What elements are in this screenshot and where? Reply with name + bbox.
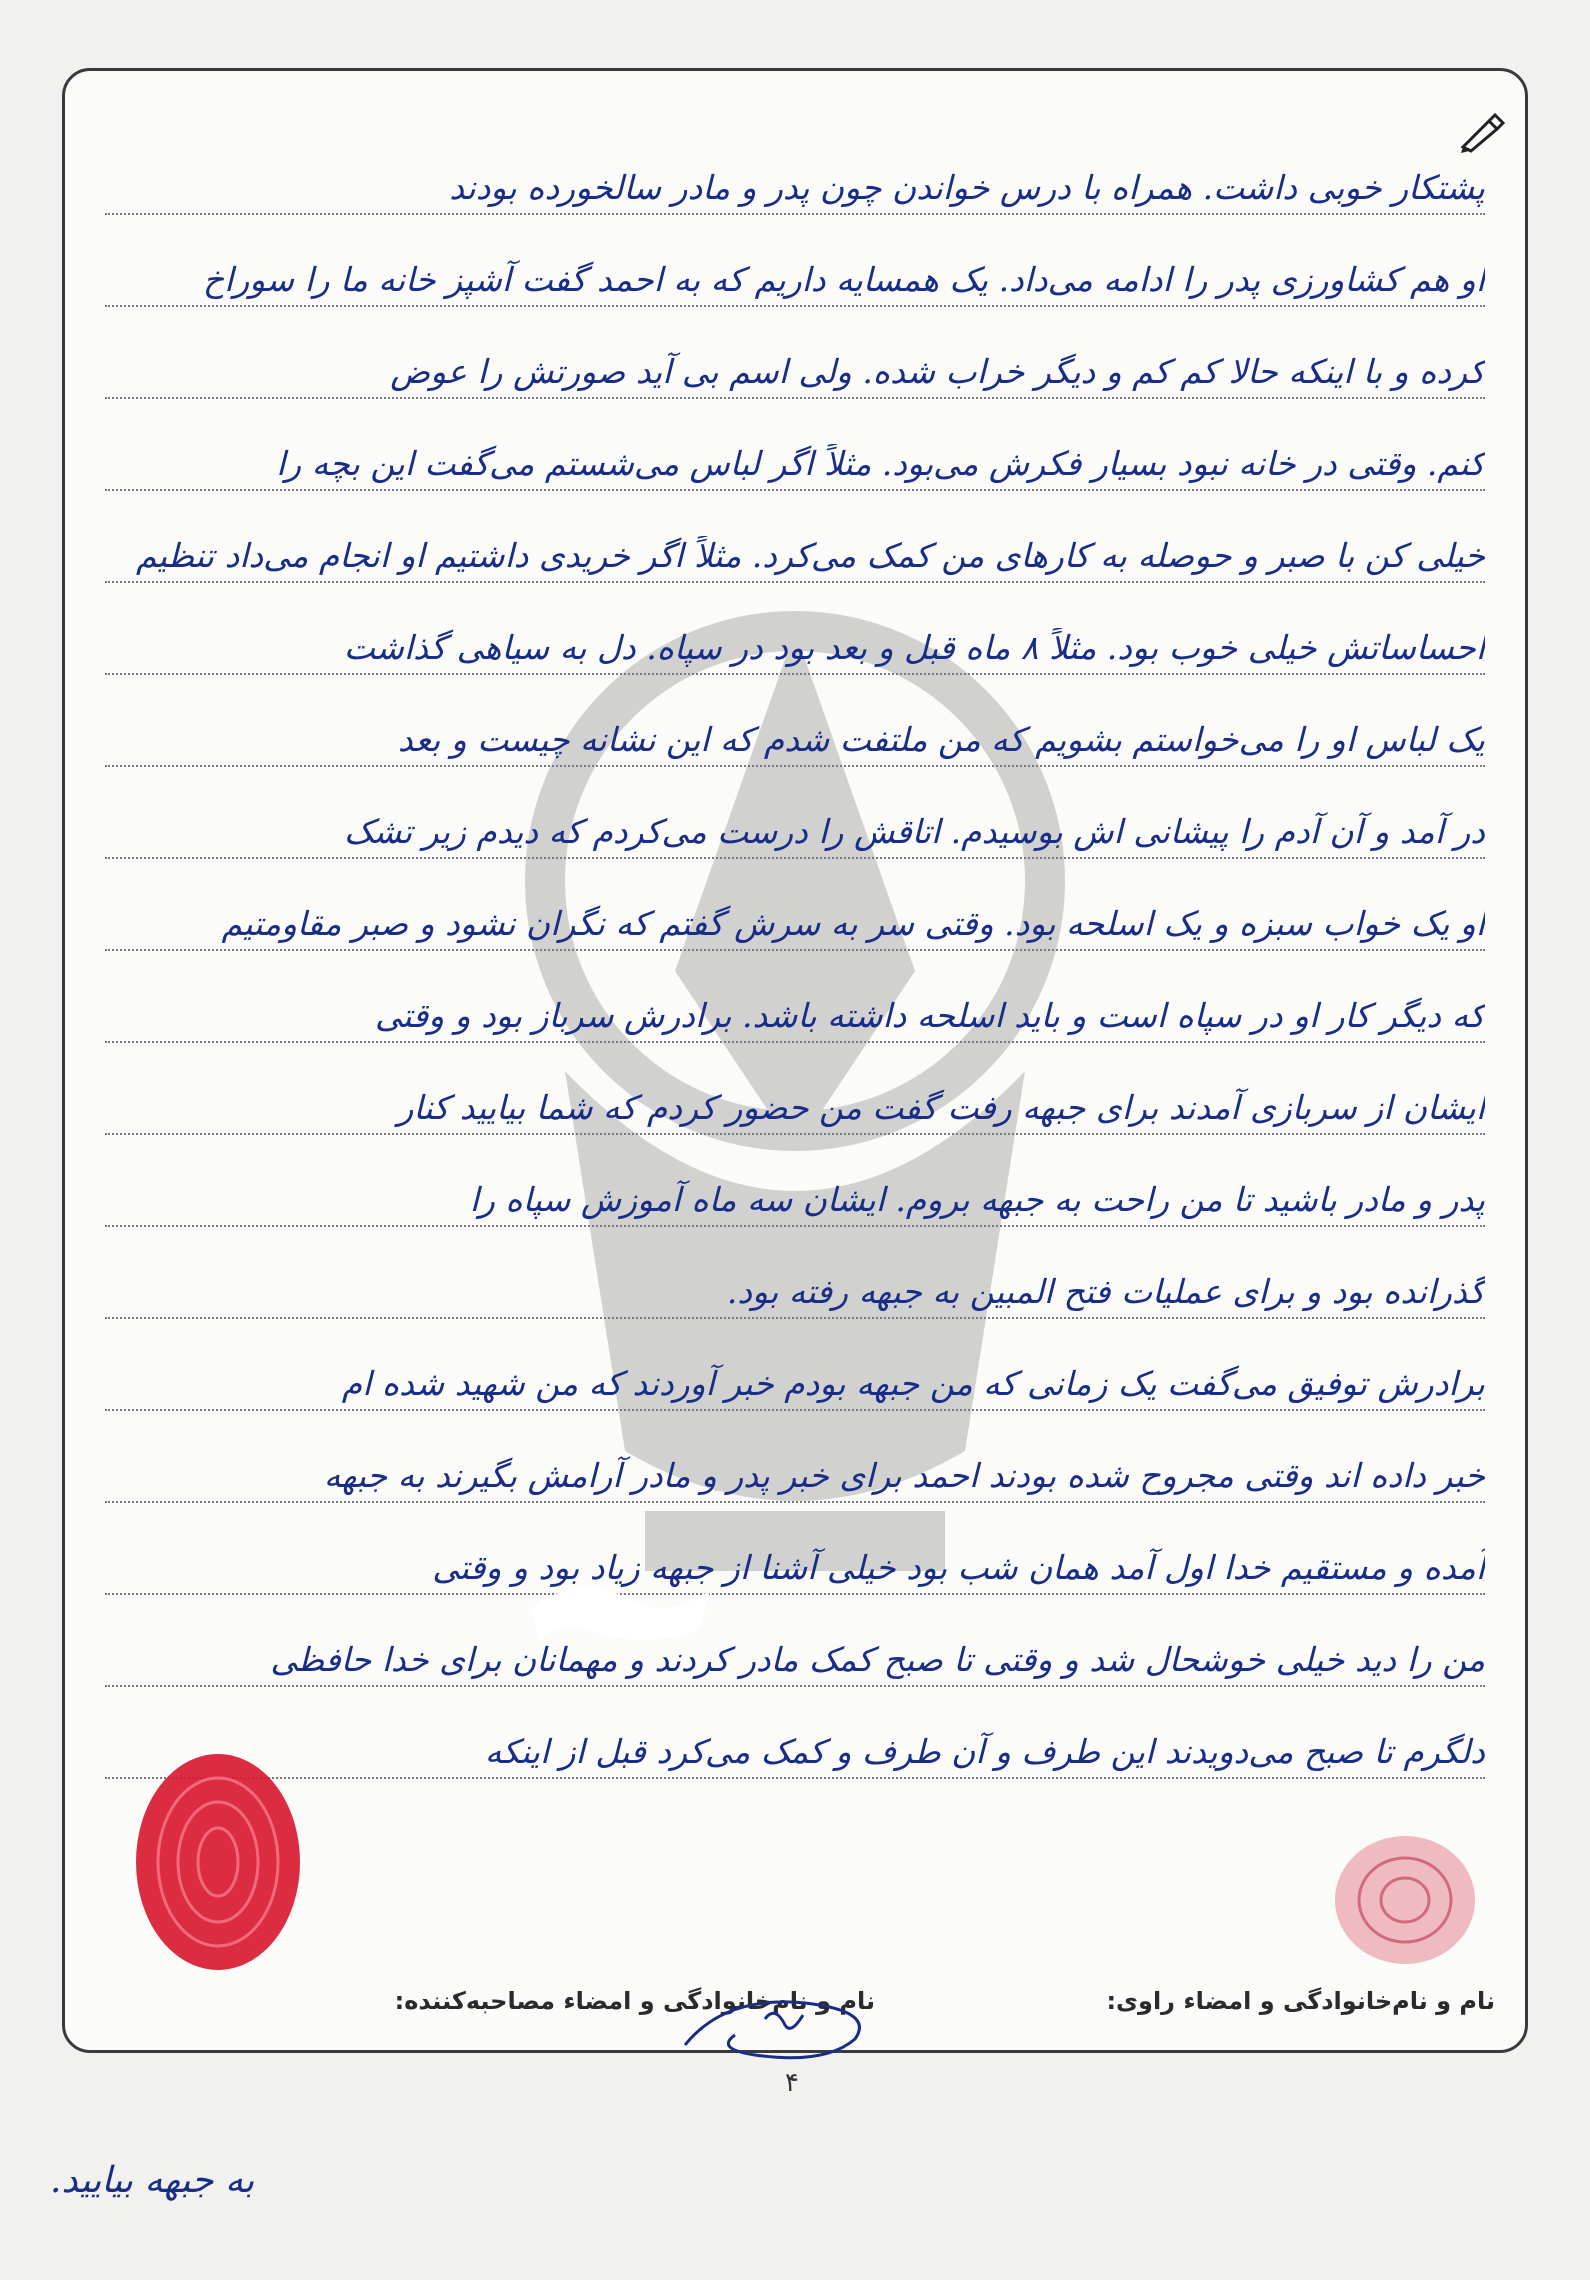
text-line: خیلی کن با صبر و حوصله به کارهای من کمک می‌کرد. مثلاً اگر خریدی داشتیم او انجام می‌داد تنظیم	[105, 489, 1485, 583]
page-number: ۴	[785, 2068, 799, 2098]
text-line: پشتکار خوبی داشت. همراه با درس خواندن چون پدر و مادر سالخورده بودند	[105, 121, 1485, 215]
text-line: یک لباس او را می‌خواستم بشویم که من ملتفت شدم که این نشانه چیست و بعد	[105, 673, 1485, 767]
text-line: کنم. وقتی در خانه نبود بسیار فکرش می‌بود. مثلاً اگر لباس می‌شستم می‌گفت این بچه را	[105, 397, 1485, 491]
interviewer-signature	[665, 1985, 895, 2075]
text-line: خبر داده اند وقتی مجروح شده بودند احمد برای خبر پدر و مادر آرامش بگیرند به جبهه	[105, 1409, 1485, 1503]
text-line: برادرش توفیق می‌گفت یک زمانی که من جبهه بودم خبر آوردند که من شهید شده ام	[105, 1317, 1485, 1411]
text-line: که دیگر کار او در سپاه است و باید اسلحه داشته باشد. برادرش سرباز بود و وقتی	[105, 949, 1485, 1043]
bottom-handwritten-note: به جبهه بیایید.	[50, 2160, 255, 2201]
faint-fingerprint-stamp	[1330, 1830, 1480, 1970]
text-line: احساساتش خیلی خوب بود. مثلاً ۸ ماه قبل و بعد بود در سپاه. دل به سیاهی گذاشت	[105, 581, 1485, 675]
text-line: او هم کشاورزی پدر را ادامه می‌داد. یک همسایه داریم که به احمد گفت آشپز خانه ما را سوراخ	[105, 213, 1485, 307]
text-line: او یک خواب سبزه و یک اسلحه بود. وقتی سر به سرش گفتم که نگران نشود و صبر مقاومتیم	[105, 857, 1485, 951]
text-line: در آمد و آن آدم را پیشانی اش بوسیدم. اتاقش را درست می‌کردم که دیدم زیر تشک	[105, 765, 1485, 859]
text-line: گذرانده بود و برای عملیات فتح المبین به جبهه رفته بود.	[105, 1225, 1485, 1319]
text-line: من را دید خیلی خوشحال شد و وقتی تا صبح کمک مادر کردند و مهمانان برای خدا حافظی	[105, 1593, 1485, 1687]
text-line: آمده و مستقیم خدا اول آمد همان شب بود خیلی آشنا از جبهه زیاد بود و وقتی	[105, 1501, 1485, 1595]
text-line: کرده و با اینکه حالا کم کم و دیگر خراب شده. ولی اسم بی آید صورتش را عوض	[105, 305, 1485, 399]
text-line: پدر و مادر باشید تا من راحت به جبهه بروم. ایشان سه ماه آموزش سپاه را	[105, 1133, 1485, 1227]
narrator-signature-label: نام و نام‌خانوادگی و امضاء راوی:	[1106, 1987, 1495, 2015]
text-line: ایشان از سربازی آمدند برای جبهه رفت گفت من حضور کردم که شما بیایید کنار	[105, 1041, 1485, 1135]
interviewer-signature-label: نام و نام‌خانوادگی و امضاء مصاحبه‌کننده:	[394, 1987, 875, 2015]
correction-mark	[520, 1560, 720, 1650]
text-line: دلگرم تا صبح می‌دویدند این طرف و آن طرف و کمک می‌کرد قبل از اینکه	[105, 1685, 1485, 1779]
red-fingerprint-stamp	[130, 1750, 305, 1975]
